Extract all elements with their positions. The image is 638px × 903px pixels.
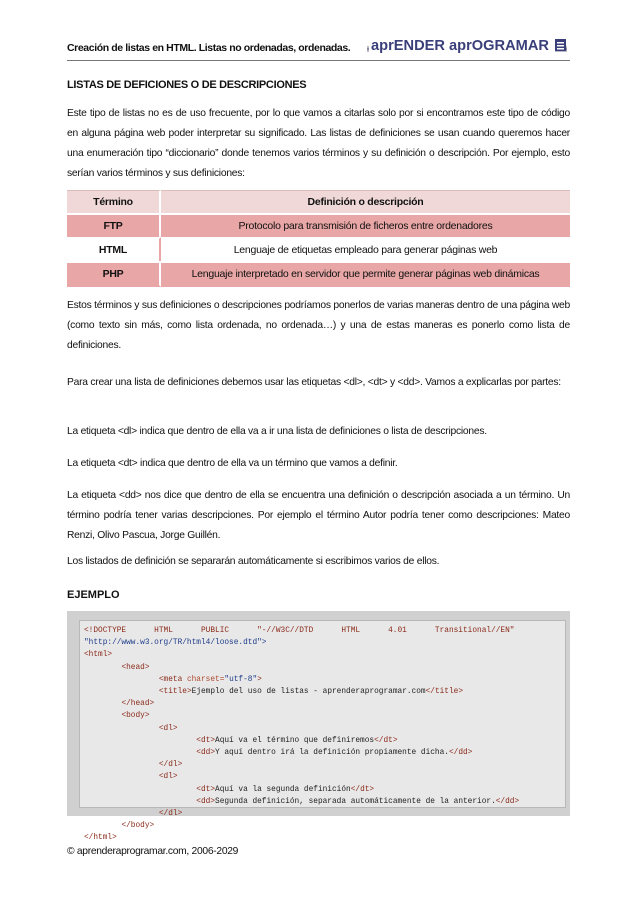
dd-paragraph: La etiqueta <dd> nos dice que dentro de ella se encuentra una definición o descripción asociada a un término. Un término podría tener varias descripciones. Por ejemplo el término Autor podría tener como descripciones: Mateo Renzi, Olivo Pascua, Jorge Guillén. [67, 490, 570, 541]
code-doctype: <!DOCTYPE HTML PUBLIC "-//W3C//DTD HTML 4.01 Transitional//EN" [84, 627, 515, 635]
table-header-definition: Definición o descripción [161, 190, 570, 213]
dl-paragraph: La etiqueta <dl> indica que dentro de ella va a ir una lista de definiciones o lista de descripciones. [67, 426, 487, 437]
site-logo [367, 36, 567, 54]
definitions-table [67, 190, 570, 287]
table-cell-definition: Lenguaje interpretado en servidor que permite generar páginas web dinámicas [161, 261, 570, 287]
code-doctype-url: "http://www.w3.org/TR/html4/loose.dtd"> [84, 639, 267, 648]
example-title: EJEMPLO [67, 589, 120, 601]
code-dt2: Aquí va la segunda definición [215, 785, 351, 794]
section-title: LISTAS DE DEFICIONES O DE DESCRIPCIONES [67, 79, 307, 91]
table-row [67, 261, 570, 287]
code-dd2: Segunda definición, separada automáticamente de la anterior. [215, 797, 496, 806]
code-block [79, 620, 566, 843]
table-cell-term: FTP [67, 213, 161, 237]
header-title: Creación de listas en HTML. Listas no ordenadas, ordenadas. [67, 42, 351, 54]
page-header [67, 36, 570, 61]
dt-paragraph: La etiqueta <dt> indica que dentro de ella va un término que vamos a definir. [67, 458, 398, 469]
table-cell-definition: Lenguaje de etiquetas empleado para generar páginas web [161, 237, 570, 261]
code-title-text: Ejemplo del uso de listas - aprenderaprogramar.com [191, 688, 426, 697]
code-dd1: Y aquí dentro irá la definición propiamente dicha. [215, 749, 449, 758]
code-lines: <!DOCTYPE HTML PUBLIC "-//W3C//DTD HTML 4.01 Transitional//EN" "http://www.w3.org/TR/html4/loose.dtd"> <html> <head> <meta charset="utf-8"> <title>Ejemplo del uso de listas - aprenderaprogramar.com</title> </head> <body> <dl> <dt>Aquí va el término que definiremos</dt> <dd>Y aquí dentro irá la definición propiamente dicha.</dd> </dl> <dl> <dt>Aquí va la segunda definición</dt> <dd>Segunda definición, separada automáticamente de la anterior.</dd> </dl> </body> </html> [84, 627, 520, 843]
after-table-paragraph: Estos términos y sus definiciones o descripciones podríamos ponerlos de varias maneras dentro de una página web (como texto sin más, como lista ordenada, no ordenada…) y una de estas maneras es ponerlo como lista de definiciones. [67, 300, 570, 351]
table-cell-definition: Protocolo para transmisión de ficheros entre ordenadores [161, 213, 570, 237]
intro-paragraph: Este tipo de listas no es de uso frecuente, por lo que vamos a citarlas solo por si encontramos este tipo de código en alguna página web poder interpretar su significado. Las listas de definiciones se usan cuando queremos hacer una enumeración tipo “diccionario” donde tenemos varios términos y su definición o descripción. Por ejemplo, esto serían varios términos y sus definiciones: [67, 108, 570, 179]
explain-paragraph: Para crear una lista de definiciones debemos usar las etiquetas <dl>, <dt> y <dd>. Vamos a explicarlas por partes: [67, 377, 561, 388]
table-header-term: Término [67, 190, 161, 213]
table-cell-term: HTML [67, 237, 161, 261]
table-cell-term: PHP [67, 261, 161, 287]
code-dt1: Aquí va el término que definiremos [215, 736, 375, 745]
svg-text:aprENDER aprOGRAMAR: aprENDER aprOGRAMAR [371, 37, 550, 54]
table-row [67, 237, 570, 261]
table-row [67, 213, 570, 237]
table-header-row [67, 190, 570, 213]
separate-paragraph: Los listados de definición se separarán automáticamente si escribimos varios de ellos. [67, 556, 440, 567]
page-footer: © aprenderaprogramar.com, 2006-2029 [67, 846, 239, 857]
code-charset: "utf-8" [224, 675, 258, 684]
